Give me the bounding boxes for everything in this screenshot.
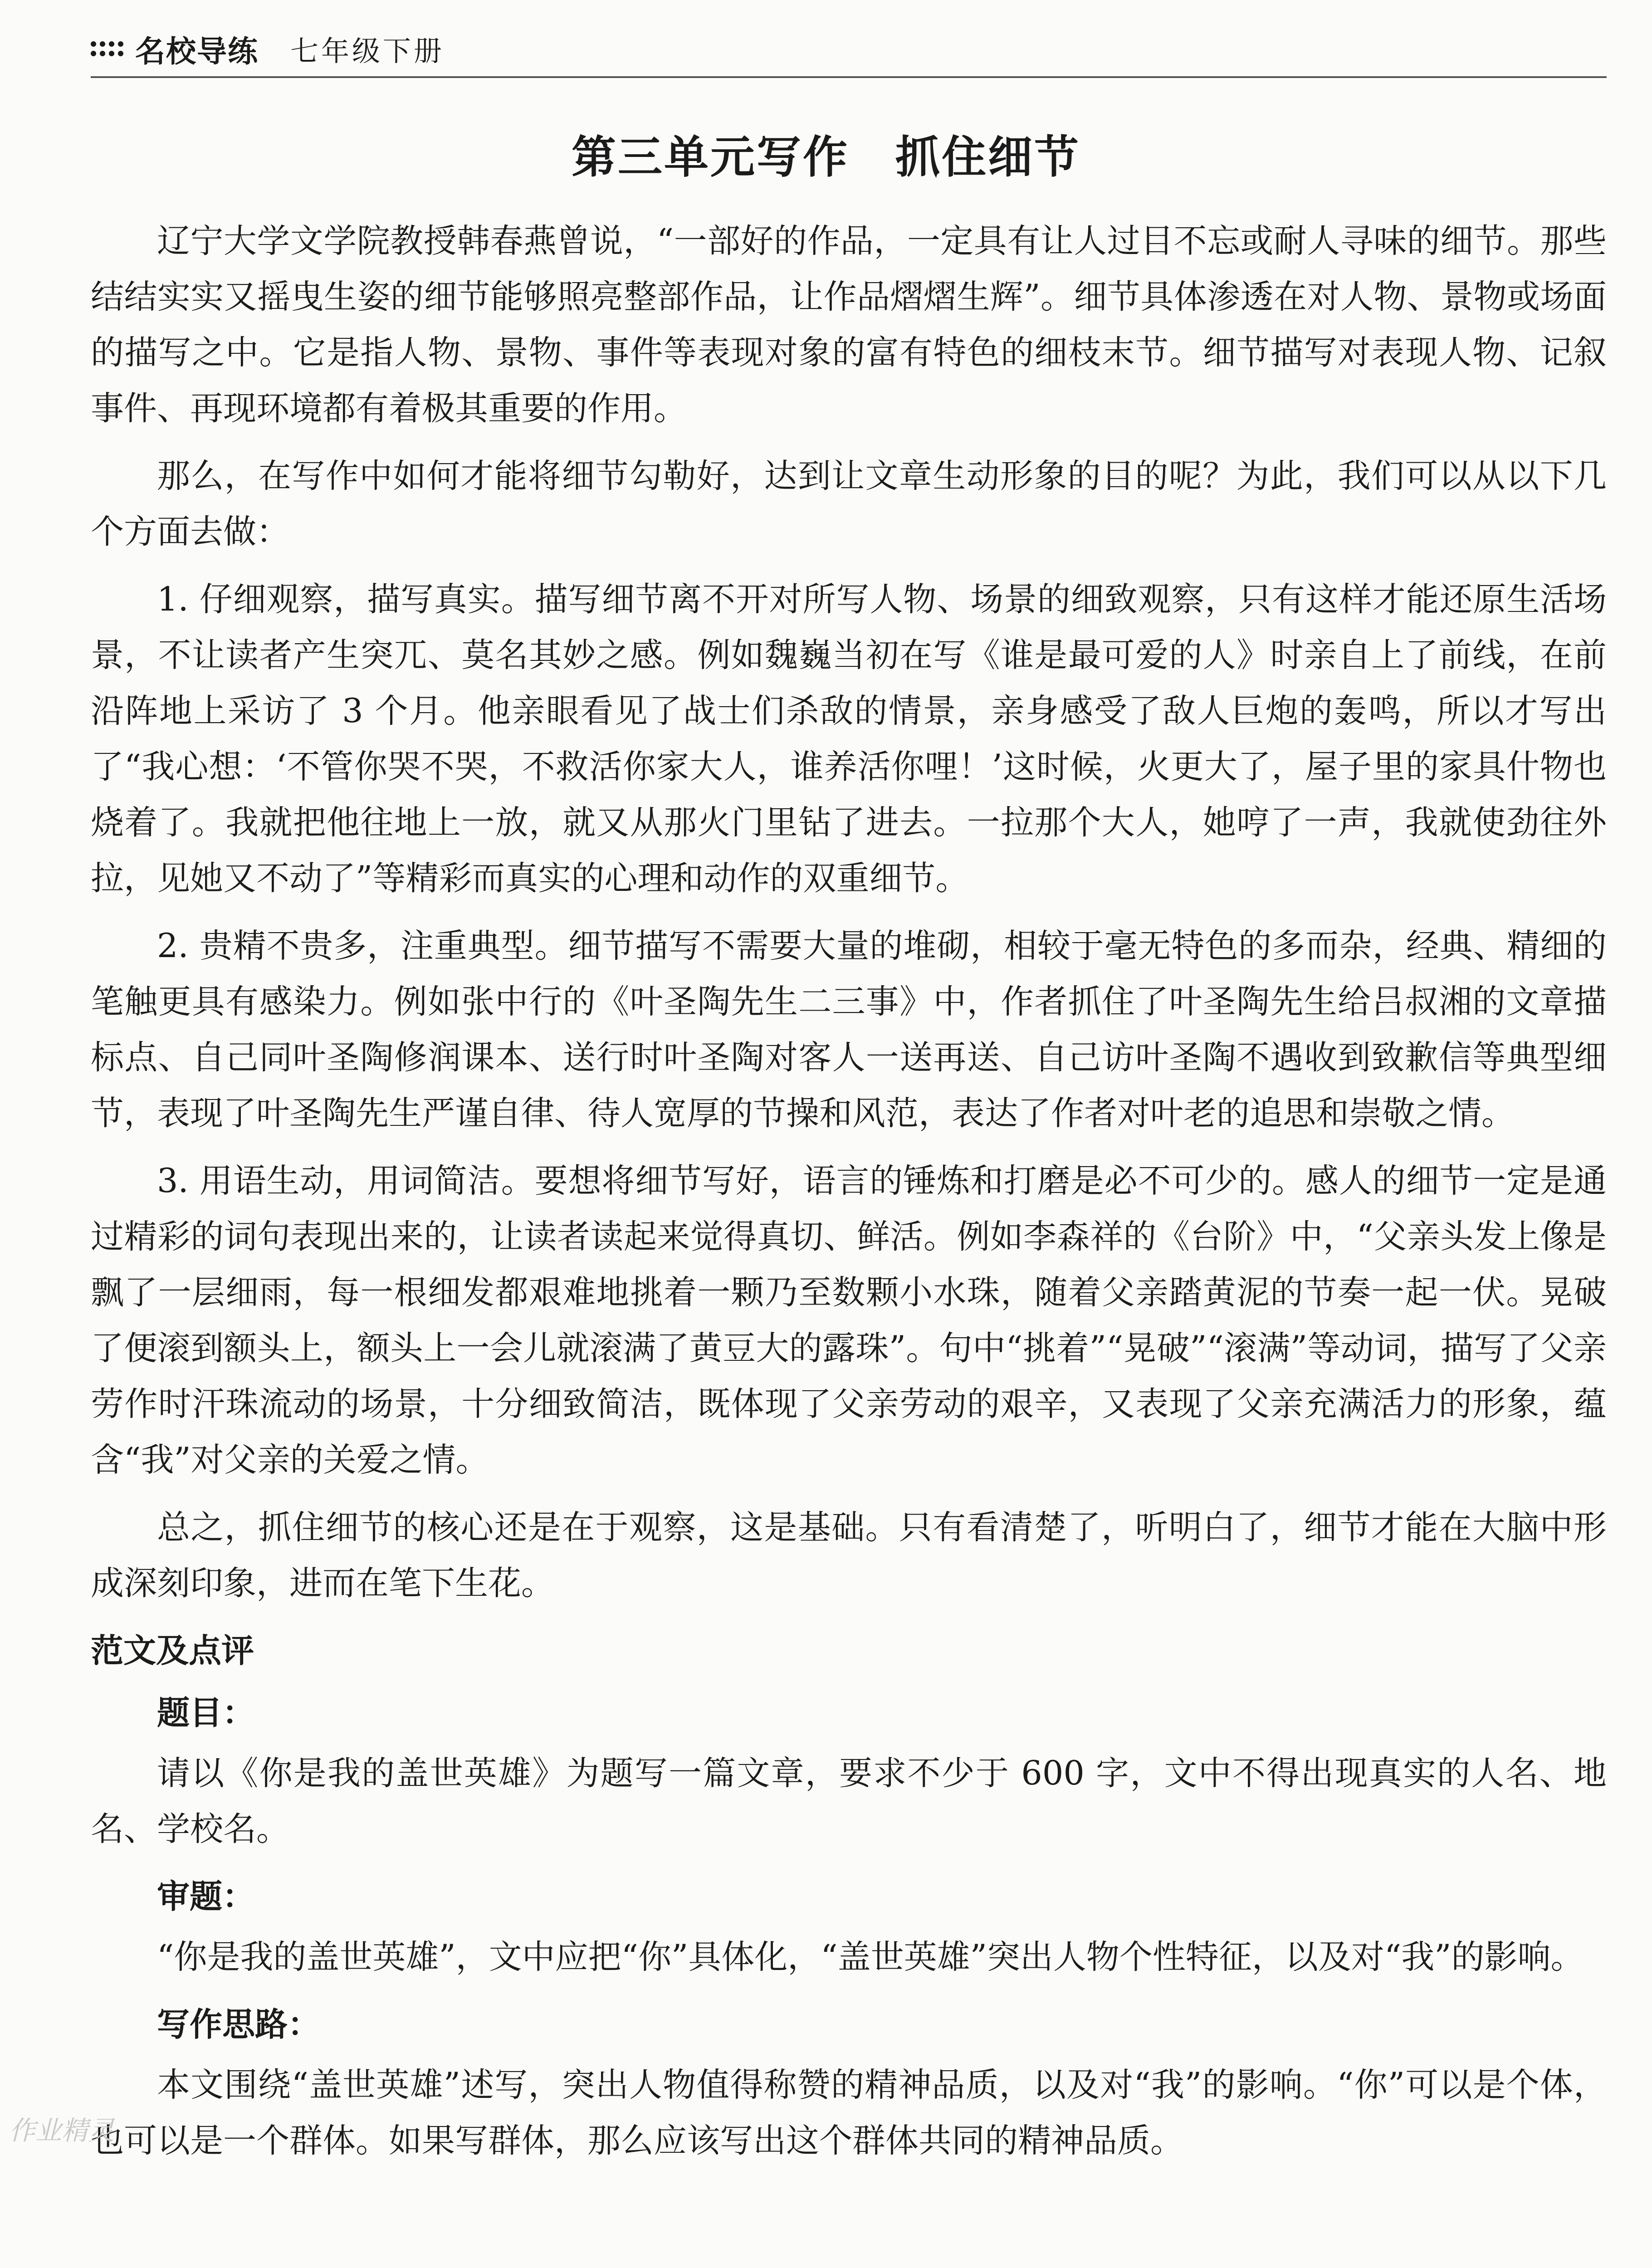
paragraph: 3. 用语生动，用词简洁。要想将细节写好，语言的锤炼和打磨是必不可少的。感人的细节一定是通过精彩的词句表现出来的，让读者读起来觉得真切、鲜活。例如李森祥的《台阶》中，“父亲头发上像是飘了一层细雨，每一根细发都艰难地挑着一颗乃至数颗小水珠，随着父亲踏黄泥的节奏一起一伏。晃破了便滚到额头上，额头上一会儿就滚满了黄豆大的露珠”。句中“挑着”“晃破”“滚满”等动词，描写了父亲劳作时汗珠流动的场景，十分细致简洁，既体现了父亲劳动的艰辛，又表现了父亲充满活力的形象，蕴含“我”对父亲的关爱之情。 (91, 1162, 1607, 1479)
paragraph: 1. 仔细观察，描写真实。描写细节离不开对所写人物、场景的细致观察，只有这样才能还原生活场景，不让读者产生突兀、莫名其妙之感。例如魏巍当初在写《谁是最可爱的人》时亲自上了前线，在前沿阵地上采访了 3 个月。他亲眼看见了战士们杀敌的情景，亲身感受了敌人巨炮的轰鸣，所以才写出了“我心想：‘不管你哭不哭，不救活你家大人，谁养活你哩！’这时候，火更大了，屋子里的家具什物也烧着了。我就把他往地上一放，就又从那火门里钻了进去。一拉那个大人，她哼了一声，我就使劲往外拉，见她又不动了”等精彩而真实的心理和动作的双重细节。 (91, 580, 1607, 898)
running-header (91, 28, 445, 69)
grade-label: 七年级下册 (290, 34, 445, 68)
paragraph: 辽宁大学文学院教授韩春燕曾说，“一部好的作品，一定具有让人过目不忘或耐人寻味的细节。那些结结实实又摇曳生姿的细节能够照亮整部作品，让作品熠熠生辉”。细节具体渗透在对人物、景物或场面的描写之中。它是指人物、景物、事件等表现对象的富有特色的细枝末节。细节描写对表现人物、记叙事件、再现环境都有着极其重要的作用。 (91, 222, 1607, 428)
paragraph: 那么，在写作中如何才能将细节勾勒好，达到让文章生动形象的目的呢？为此，我们可以从以下几个方面去做： (91, 457, 1607, 551)
header-rule (91, 76, 1607, 78)
review-label: 审题： (157, 1877, 255, 1916)
section-heading: 范文及点评 (91, 1632, 254, 1670)
topic-label: 题目： (157, 1694, 255, 1732)
paragraph: 总之，抓住细节的核心还是在于观察，这是基础。只有看清楚了，听明白了，细节才能在大脑中形成深刻印象，进而在笔下生花。 (91, 1508, 1607, 1603)
idea-label: 写作思路： (157, 2005, 321, 2043)
body-text (91, 213, 1607, 2180)
paragraph: 2. 贵精不贵多，注重典型。细节描写不需要大量的堆砌，相较于毫无特色的多而杂，经典、精细的笔触更具有感染力。例如张中行的《叶圣陶先生二三事》中，作者抓住了叶圣陶先生给吕叔湘的文章描标点、自己同叶圣陶修润课本、送行时叶圣陶对客人一送再送、自己访叶圣陶不遇收到致歉信等典型细节，表现了叶圣陶先生严谨自律、待人宽厚的节操和风范，表达了作者对叶老的追思和崇敬之情。 (91, 927, 1607, 1133)
watermark: 作业精灵 (9, 2115, 115, 2146)
series-name: 名校导练 (135, 34, 259, 69)
idea-text: 本文围绕“盖世英雄”述写，突出人物值得称赞的精神品质，以及对“我”的影响。“你”可以是个体，也可以是一个群体。如果写群体，那么应该写出这个群体共同的精神品质。 (91, 2066, 1607, 2160)
dots-ornament-icon (91, 41, 123, 56)
page-title: 第三单元写作 抓住细节 (571, 132, 1080, 183)
topic-text: 请以《你是我的盖世英雄》为题写一篇文章，要求不少于 600 字，文中不得出现真实的人名、地名、学校名。 (91, 1754, 1607, 1848)
review-text: “你是我的盖世英雄”，文中应把“你”具体化，“盖世英雄”突出人物个性特征，以及对“我”的影响。 (157, 1938, 1584, 1976)
